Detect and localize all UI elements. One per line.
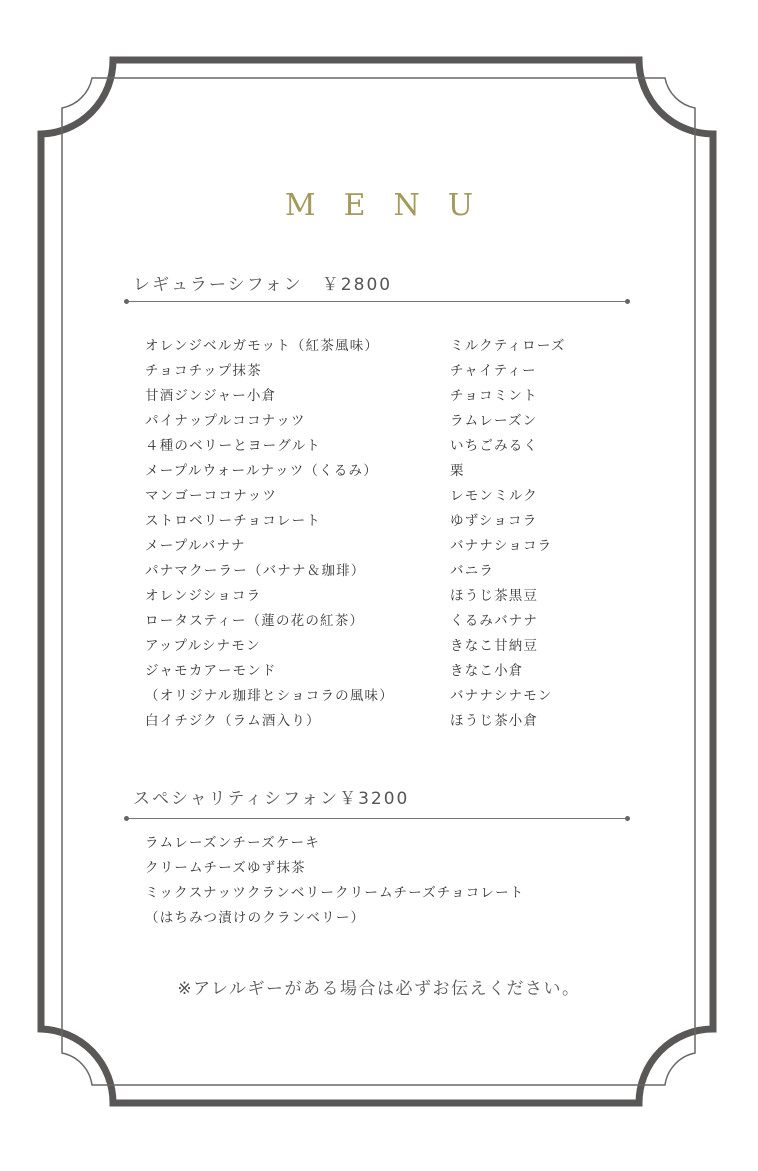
flavor-item: ほうじ茶小倉 bbox=[450, 713, 539, 729]
specialty-flavor-list bbox=[145, 831, 525, 931]
flavor-item: ４種のベリーとヨーグルト bbox=[145, 438, 321, 454]
flavor-item: レモンミルク bbox=[450, 488, 538, 504]
menu-title: MENU bbox=[284, 188, 502, 223]
flavor-item: パナマクーラー（バナナ＆珈琲） bbox=[145, 563, 366, 579]
allergy-note: ※アレルギーがある場合は必ずお伝えください。 bbox=[177, 979, 581, 999]
flavor-item: チャイティー bbox=[450, 363, 537, 379]
flavor-item: （オリジナル珈琲とショコラの風味） bbox=[145, 688, 394, 704]
regular-flavor-list-right bbox=[450, 334, 566, 734]
flavor-item: バナナショコラ bbox=[450, 538, 553, 554]
flavor-item: いちごみるく bbox=[450, 438, 539, 454]
flavor-item: 白イチジク（ラム酒入り） bbox=[145, 713, 321, 729]
flavor-item: メープルウォールナッツ（くるみ） bbox=[145, 463, 378, 479]
flavor-item: ほうじ茶黒豆 bbox=[450, 588, 539, 604]
flavor-item: くるみバナナ bbox=[450, 613, 539, 629]
flavor-item: チョコミント bbox=[450, 388, 538, 404]
flavor-item: オレンジショコラ bbox=[145, 588, 262, 604]
flavor-item: チョコチップ抹茶 bbox=[145, 363, 262, 379]
flavor-item: メープルバナナ bbox=[145, 538, 246, 554]
specialty-item: ラムレーズンチーズケーキ bbox=[145, 835, 320, 851]
flavor-item: ラムレーズン bbox=[450, 413, 538, 429]
flavor-item: ストロベリーチョコレート bbox=[145, 513, 321, 529]
flavor-item: バニラ bbox=[450, 563, 495, 579]
flavor-item: バナナシナモン bbox=[450, 688, 553, 704]
regular-chiffon-heading: レギュラーシフォン ￥2800 bbox=[133, 275, 393, 295]
specialty-section-divider bbox=[126, 818, 628, 819]
flavor-item: ジャモカアーモンド bbox=[145, 663, 277, 679]
flavor-item: ロータスティー（蓮の花の紅茶） bbox=[145, 613, 365, 629]
flavor-item: 甘酒ジンジャー小倉 bbox=[145, 388, 277, 404]
specialty-item: クリームチーズゆず抹茶 bbox=[145, 860, 306, 876]
flavor-item: オレンジベルガモット（紅茶風味） bbox=[145, 338, 380, 354]
flavor-item: パイナップルココナッツ bbox=[145, 413, 306, 429]
flavor-item: ミルクティローズ bbox=[450, 338, 566, 354]
flavor-item: きなこ小倉 bbox=[450, 663, 524, 679]
specialty-item: （はちみつ漬けのクランベリー） bbox=[145, 910, 366, 926]
flavor-item: マンゴーココナッツ bbox=[145, 488, 278, 504]
specialty-item: ミックスナッツクランベリークリームチーズチョコレート bbox=[145, 885, 525, 901]
flavor-item: 栗 bbox=[450, 463, 465, 479]
regular-flavor-list-left bbox=[145, 334, 394, 734]
flavor-item: ゆずショコラ bbox=[450, 513, 538, 529]
specialty-chiffon-heading: スペシャリティシフォン￥3200 bbox=[133, 789, 410, 809]
flavor-item: きなこ甘納豆 bbox=[450, 638, 539, 654]
flavor-item: アップルシナモン bbox=[145, 638, 261, 654]
regular-section-divider bbox=[126, 301, 628, 302]
